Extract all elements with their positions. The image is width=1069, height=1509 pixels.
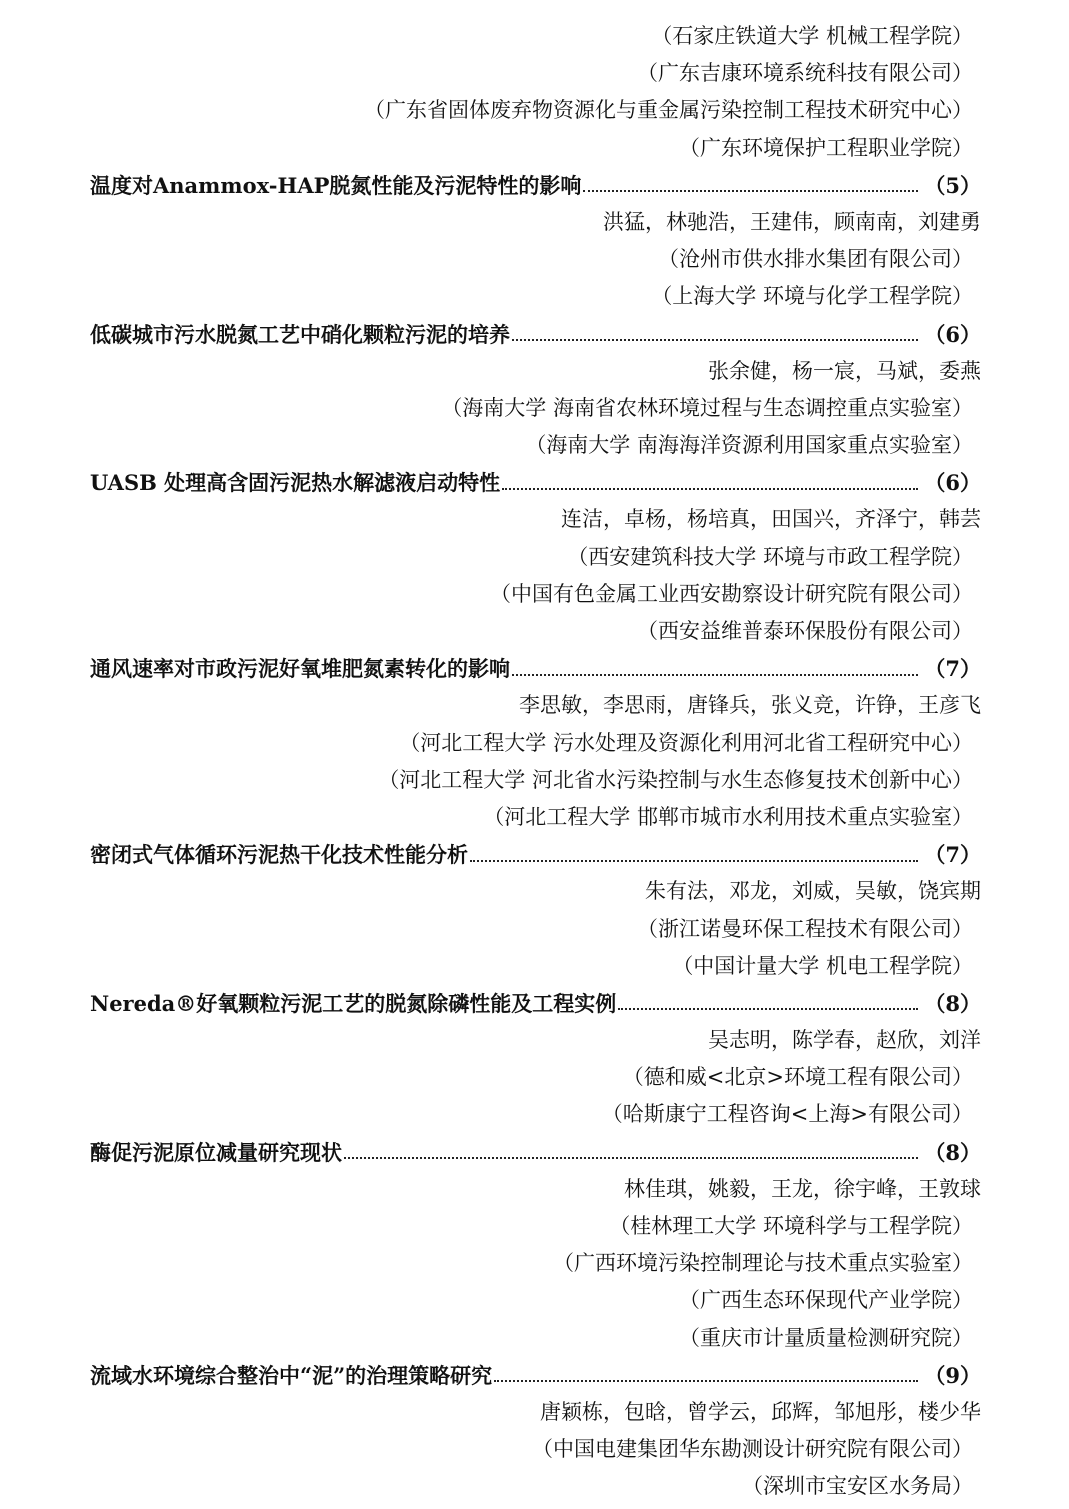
dot-leader (470, 858, 918, 862)
toc-entry-title[interactable] (0, 1357, 1069, 1394)
page-number: （8） (924, 1139, 981, 1165)
affiliation: （中国计量大学 机电工程学院） (672, 953, 973, 978)
entry-title-text: 酶促污泥原位减量研究现状 (90, 1139, 342, 1165)
affiliation: （河北工程大学 河北省水污染控制与水生态修复技术创新中心） (378, 767, 973, 792)
entry-title-text: 通风速率对市政污泥好氧堆肥氮素转化的影响 (90, 656, 510, 682)
affiliation: （广东吉康环境系统科技有限公司） (637, 61, 973, 86)
dot-leader (512, 337, 918, 341)
top-spacer (0, 0, 1069, 18)
affiliation: （河北工程大学 污水处理及资源化利用河北省工程研究中心） (399, 730, 973, 755)
affiliation: （深圳市宝安区水务局） (742, 1474, 973, 1499)
entry-title-text: 低碳城市污水脱氮工艺中硝化颗粒污泥的培养 (90, 321, 510, 347)
affiliation: （上海大学 环境与化学工程学院） (651, 284, 973, 309)
affiliation: （海南大学 南海海洋资源利用国家重点实验室） (525, 433, 973, 458)
toc-entry-title[interactable] (0, 650, 1069, 687)
affiliation: （广东省固体废弃物资源化与重金属污染控制工程技术研究中心） (364, 98, 973, 123)
toc-entry-title[interactable] (0, 316, 1069, 353)
entry-title-text: UASB 处理高含固污泥热水解滤液启动特性 (90, 470, 501, 496)
affiliation: （河北工程大学 邯郸市城市水利用技术重点实验室） (483, 804, 973, 829)
entry-title-text: 密闭式气体循环污泥热干化技术性能分析 (90, 842, 468, 868)
affiliation: （广西环境污染控制理论与技术重点实验室） (553, 1251, 973, 1276)
entry-authors: 连洁，卓杨，杨培真，田国兴，齐泽宁，韩芸 (561, 507, 981, 532)
dot-leader (494, 1378, 918, 1382)
dot-leader (344, 1155, 918, 1159)
affiliation: （沧州市供水排水集团有限公司） (658, 247, 973, 272)
dot-leader (502, 486, 918, 490)
entry-title-text: Nereda®好氧颗粒污泥工艺的脱氮除磷性能及工程实例 (90, 990, 617, 1016)
page-number: （6） (924, 321, 981, 347)
toc-entry-title[interactable] (0, 464, 1069, 501)
toc-entry-title[interactable] (0, 836, 1069, 873)
page-number: （5） (924, 172, 981, 198)
entry-title-text: 温度对Anammox-HAP脱氮性能及污泥特性的影响 (90, 172, 582, 198)
affiliation: （哈斯康宁工程咨询<上海>有限公司） (601, 1102, 973, 1127)
affiliation: （西安益维普泰环保股份有限公司） (637, 619, 973, 643)
entry-authors: 张余健，杨一宸，马斌，委燕 (708, 358, 981, 383)
toc-entry-title[interactable] (0, 1134, 1069, 1171)
entry-authors: 洪猛，林驰浩，王建伟，顾南南，刘建勇 (603, 209, 981, 234)
affiliation: （石家庄铁道大学 机械工程学院） (651, 24, 973, 48)
affiliation: （中国电建集团华东勘测设计研究院有限公司） (532, 1437, 973, 1462)
entry-authors: 林佳琪，姚毅，王龙，徐宇峰，王敦球 (624, 1176, 981, 1201)
affiliation: （中国有色金属工业西安勘察设计研究院有限公司） (490, 581, 973, 606)
page-number: （9） (924, 1362, 981, 1388)
affiliation: （德和威<北京>环境工程有限公司） (622, 1065, 973, 1090)
page-number: （8） (924, 990, 981, 1016)
toc-entry-title[interactable] (0, 167, 1069, 204)
affiliation: （西安建筑科技大学 环境与市政工程学院） (567, 544, 973, 569)
entry-title-text: 流域水环境综合整治中“泥”的治理策略研究 (90, 1362, 493, 1388)
page-number: （7） (924, 656, 981, 682)
entry-authors: 吴志明，陈学春，赵欣，刘洋 (708, 1028, 981, 1053)
entry-authors: 朱有法，邓龙，刘威，吴敏，饶宾期 (645, 879, 981, 904)
affiliation: （重庆市计量质量检测研究院） (679, 1325, 973, 1350)
toc-entry-title[interactable] (0, 985, 1069, 1022)
entry-authors: 唐颖栋，包晗，曾学云，邱辉，邹旭彤，楼少华 (540, 1399, 981, 1424)
page-number: （6） (924, 470, 981, 496)
affiliation: （浙江诺曼环保工程技术有限公司） (637, 916, 973, 941)
dot-leader (583, 188, 918, 192)
affiliation: （海南大学 海南省农林环境过程与生态调控重点实验室） (441, 395, 973, 420)
page-number: （7） (924, 842, 981, 868)
affiliation: （广西生态环保现代产业学院） (679, 1288, 973, 1313)
affiliation: （广东环境保护工程职业学院） (679, 135, 973, 160)
dot-leader (618, 1006, 918, 1010)
entry-authors: 李思敏，李思雨，唐锋兵，张义竞，许铮，王彦飞 (519, 693, 981, 718)
affiliation: （桂林理工大学 环境科学与工程学院） (609, 1214, 973, 1238)
dot-leader (512, 672, 918, 676)
